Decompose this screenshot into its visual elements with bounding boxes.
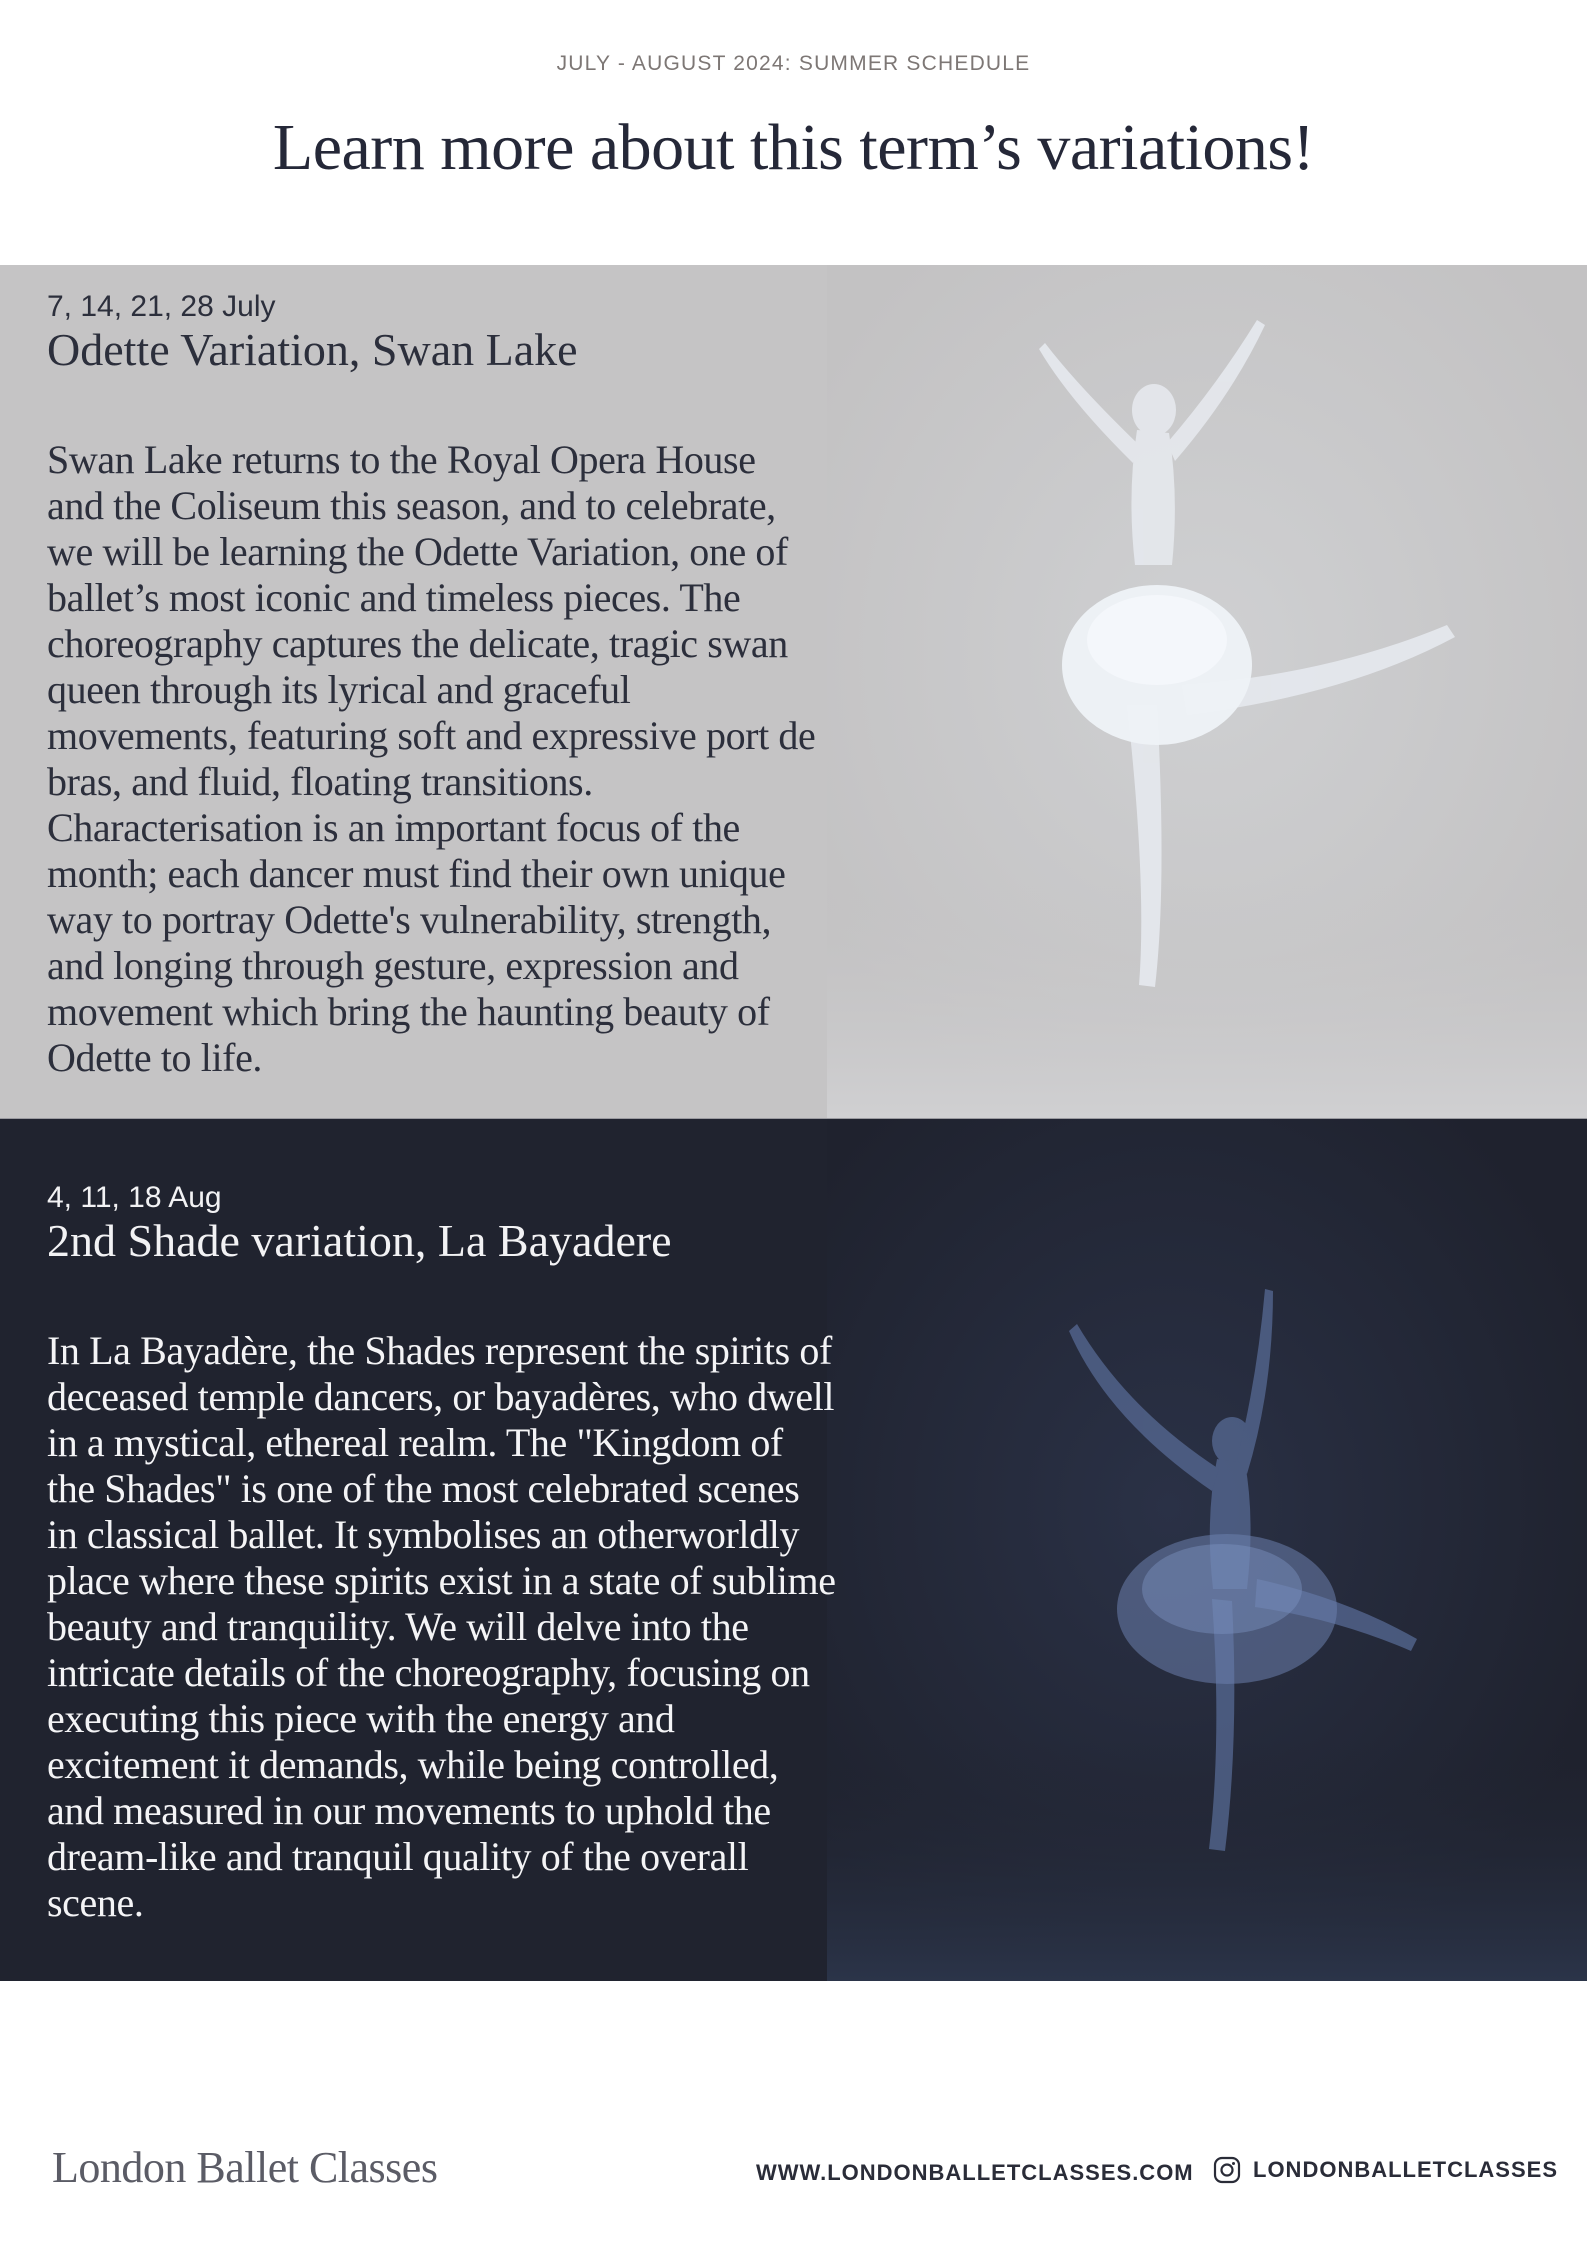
page-title: Learn more about this term’s variations! bbox=[272, 111, 1315, 184]
variation-section-la-bayadere bbox=[0, 1119, 1587, 1981]
section-description: In La Bayadère, the Shades represent the spirits of deceased temple dancers, or bayadères, who dwell in a mystical, ethereal realm. The "Kingdom of the Shades" is one of the most celebrated scenes in classical ballet. It symbolises an otherworldly place where these spirits exist in a state of sublime beauty and tranquility. We will delve into the intricate details of the choreography, focusing on executing this piece with the energy and excitement it demands, while being controlled, and measured in our movements to uphold the dream-like and tranquil quality of the overall scene. bbox=[47, 1328, 836, 1925]
schedule-kicker: JULY - AUGUST 2024: SUMMER SCHEDULE bbox=[556, 52, 1031, 75]
section-title: Odette Variation, Swan Lake bbox=[47, 324, 578, 375]
section-title: 2nd Shade variation, La Bayadere bbox=[47, 1215, 672, 1266]
la-bayadere-dancer-photo bbox=[827, 1119, 1587, 1981]
website-link[interactable]: WWW.LONDONBALLETCLASSES.COM bbox=[756, 2160, 1194, 2185]
section-dates: 4, 11, 18 Aug bbox=[47, 1181, 222, 1214]
instagram-link[interactable] bbox=[1213, 2156, 1558, 2184]
instagram-handle: LONDONBALLETCLASSES bbox=[1253, 2157, 1558, 2182]
brand-logo: London Ballet Classes bbox=[52, 2143, 438, 2192]
section-description: Swan Lake returns to the Royal Opera House and the Coliseum this season, and to celebrate, we will be learning the Odette Variation, one of ballet’s most iconic and timeless pieces. The choreography captures the delicate, tragic swan queen through its lyrical and graceful movements, featuring soft and expressive port de bras, and fluid, floating transitions. Characterisation is an important focus of the month; each dancer must find their own unique way to portray Odette's vulnerability, strength, and longing through gesture, expression and movement which bring the haunting beauty of Odette to life. bbox=[47, 437, 816, 1080]
variation-section-swan-lake bbox=[0, 265, 1587, 1120]
instagram-icon bbox=[1213, 2156, 1241, 2184]
section-dates: 7, 14, 21, 28 July bbox=[47, 290, 276, 323]
swan-lake-dancer-photo bbox=[827, 265, 1587, 1118]
